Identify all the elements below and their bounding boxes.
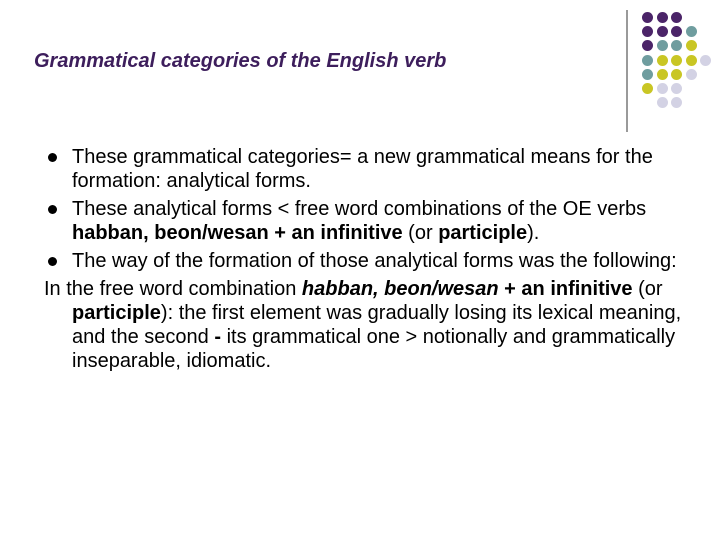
paragraph-bold-text: - xyxy=(214,326,222,348)
paragraph-text: (or xyxy=(632,278,663,300)
paragraph-bold-text: participle xyxy=(72,302,161,324)
decor-dot xyxy=(700,55,711,66)
decor-dot xyxy=(686,26,697,37)
decor-dot xyxy=(657,69,668,80)
decor-dot xyxy=(686,55,697,66)
bullet-text: ). xyxy=(527,222,540,244)
decor-dot xyxy=(671,40,682,51)
decor-dot xyxy=(642,83,653,94)
decor-dot xyxy=(671,26,682,37)
decor-dot xyxy=(642,40,653,51)
decor-dot xyxy=(671,83,682,94)
bullet-bold-text: participle xyxy=(438,222,528,244)
body-paragraph xyxy=(44,277,684,373)
divider-line xyxy=(626,10,628,132)
decor-dot xyxy=(686,40,697,51)
decor-dot xyxy=(642,69,653,80)
decor-dot xyxy=(642,12,653,23)
bullet-text: These analytical forms < free word combinations of the OE verbs xyxy=(72,198,647,220)
bullet-dot-icon xyxy=(48,257,57,266)
decor-dot xyxy=(686,69,697,80)
decor-dot xyxy=(671,55,682,66)
decor-dot xyxy=(657,55,668,66)
decor-dot xyxy=(657,83,668,94)
paragraph-text: In the free word combination xyxy=(44,278,302,300)
bullet-dot-icon xyxy=(48,153,57,162)
decor-dot xyxy=(657,97,668,108)
bullet-text: (or xyxy=(402,222,439,244)
decor-dot xyxy=(642,26,653,37)
bullet-item xyxy=(44,249,684,273)
slide-title: Grammatical categories of the English verb xyxy=(34,50,447,72)
slide-body xyxy=(44,145,684,373)
paragraph-text: its grammatical one > notionally and grammatically inseparable, idiomatic. xyxy=(72,326,676,372)
paragraph-bold-text: + an infinitive xyxy=(498,278,633,300)
decor-dot xyxy=(642,55,653,66)
bullet-item xyxy=(44,197,684,245)
bullet-text: These grammatical categories= a new grammatical means for the formation: analytical forms. xyxy=(72,146,653,192)
paragraph-text: ): the first element was gradually losing its lexical meaning, and the second xyxy=(72,302,682,348)
decor-dot xyxy=(657,12,668,23)
decor-dot xyxy=(671,69,682,80)
decor-dot xyxy=(657,40,668,51)
decor-dot xyxy=(657,26,668,37)
paragraph-bold-italic-text: habban, beon/wesan xyxy=(301,278,499,300)
decor-dot xyxy=(671,12,682,23)
bullet-bold-text: habban, beon/wesan + an infinitive xyxy=(72,222,403,244)
bullet-text: The way of the formation of those analytical forms was the following: xyxy=(72,250,677,272)
bullet-item xyxy=(44,145,684,193)
decorative-dot-grid xyxy=(0,0,720,130)
decor-dot xyxy=(671,97,682,108)
bullet-dot-icon xyxy=(48,205,57,214)
